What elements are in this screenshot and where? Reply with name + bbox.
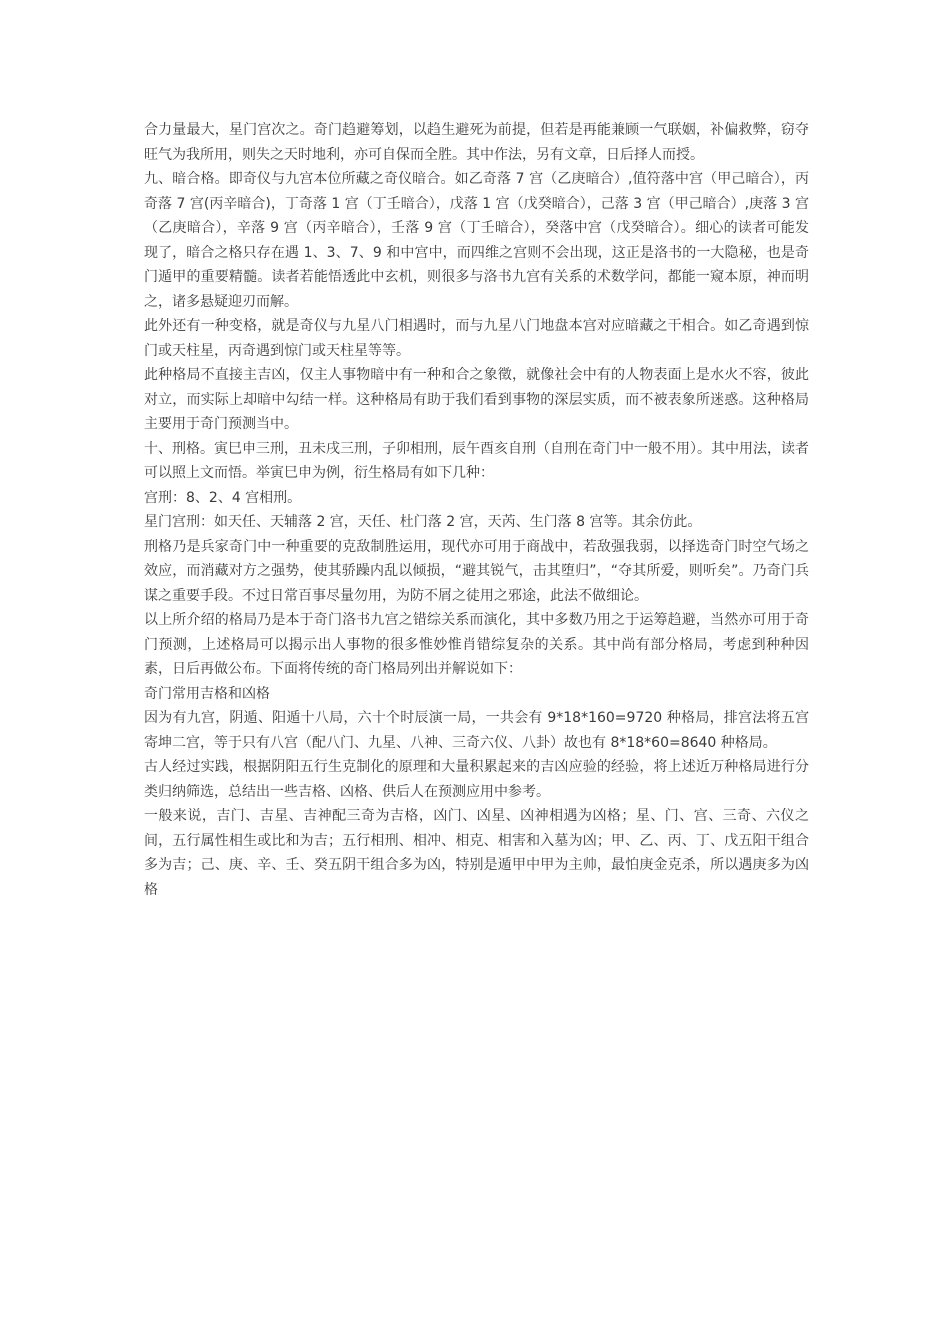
section-heading-common-patterns: 奇门常用吉格和凶格 [144,685,270,702]
paragraph-intro-continuation: 合力量最大，星门宫次之。奇门趋避筹划，以趋生避死为前提，但若是再能兼顾一气联姻，补偏救弊，窃夺旺气为我所用，则失之天时地利，亦可自保而全胜。其中作法，另有文章，日后择人而授。 [144,122,809,163]
paragraph-punishment-pattern: 十、刑格。寅巳申三刑，丑未戌三刑，子卯相刑，辰午酉亥自刑（自刑在奇门中一般不用）。其中用法，读者可以照上文而悟。举寅巳申为例，衍生格局有如下几种： [144,440,809,481]
paragraph-summary: 以上所介绍的格局乃是本于奇门洛书九宫之错综关系而演化，其中多数乃用之于运筹趋避，当然亦可用于奇门预测，上述格局可以揭示出人事物的很多惟妙惟肖错综复杂的关系。其中尚有部分格局，考虑到种种因素，日后再做公布。下面将传统的奇门格局列出并解说如下： [144,612,809,677]
document-page [144,118,809,902]
paragraph-variant-pattern: 此外还有一种变格，就是奇仪与九星八门相遇时，而与九星八门地盘本宫对应暗藏之干相合。如乙奇遇到惊门或天柱星，丙奇遇到惊门或天柱星等等。 [144,318,809,359]
paragraph-palace-punishment: 宫刑：8、2、4 宫相刑。 [144,489,302,506]
paragraph-pattern-meaning: 此种格局不直接主吉凶，仅主人事物暗中有一种和合之象徵，就像社会中有的人物表面上是水火不容，彼此对立，而实际上却暗中勾结一样。这种格局有助于我们看到事物的深层实质，而不被表象所迷惑。这种格局主要用于奇门预测当中。 [144,367,809,432]
paragraph-punishment-usage: 刑格乃是兵家奇门中一种重要的克敌制胜运用，现代亦可用于商战中，若敌强我弱，以择选奇门时空气场之效应，而消藏对方之强势，使其骄躁内乱以倾损，“避其锐气，击其堕归”，“夺其所爱，则听矣”。乃奇门兵谋之重要手段。不过日常百事尽量勿用，为防不屑之徒用之邪途，此法不做细论。 [144,538,809,604]
paragraph-star-door-palace-punishment: 星门宫刑：如天任、天辅落 2 宫，天任、杜门落 2 宫，天芮、生门落 8 宫等。其余仿此。 [144,514,702,530]
paragraph-ancient-practice: 古人经过实践，根据阴阳五行生克制化的原理和大量积累起来的吉凶应验的经验，将上述近万种格局进行分类归纳筛选，总结出一些吉格、凶格、供后人在预测应用中参考。 [144,759,809,800]
paragraph-dark-combination-pattern: 九、暗合格。即奇仪与九宫本位所藏之奇仪暗合。如乙奇落 7 宫（乙庚暗合）,值符落中宫（甲己暗合），丙奇落 7 宫(丙辛暗合)，丁奇落 1 宫（丁壬暗合），戊落 1 宫（戊癸暗合），己落 3 宫（甲己暗合）,庚落 3 宫（乙庚暗合），辛落 9 宫（丙辛暗合），壬落 9 宫（丁壬暗合），癸落中宫（戊癸暗合）。细心的读者可能发现了，暗合之格只存在遇 1、3、7、9 和中宫中，而四维之宫则不会出现，这正是洛书的一大隐秘，也是奇门遁甲的重要精髓。读者若能悟透此中玄机，则很多与洛书九宫有关系的术数学问，都能一窥本原，神而明之，诸多悬疑迎刃而解。 [144,171,809,310]
paragraph-pattern-count: 因为有九宫，阴遁、阳遁十八局，六十个时辰演一局，一共会有 9*18*160=9720 种格局，排宫法将五宫寄坤二宫，等于只有八宫（配八门、九星、八神、三奇六仪、八卦）故也有 8*18*60=8640 种格局。 [144,710,809,751]
paragraph-general-rules: 一般来说，吉门、吉星、吉神配三奇为吉格，凶门、凶星、凶神相遇为凶格；星、门、宫、三奇、六仪之间，五行属性相生或比和为吉；五行相刑、相冲、相克、相害和入墓为凶；甲、乙、丙、丁、戊五阳干组合多为吉；己、庚、辛、壬、癸五阴干组合多为凶，特别是遁甲中甲为主帅，最怕庚金克杀，所以遇庚多为凶格 [144,808,809,898]
